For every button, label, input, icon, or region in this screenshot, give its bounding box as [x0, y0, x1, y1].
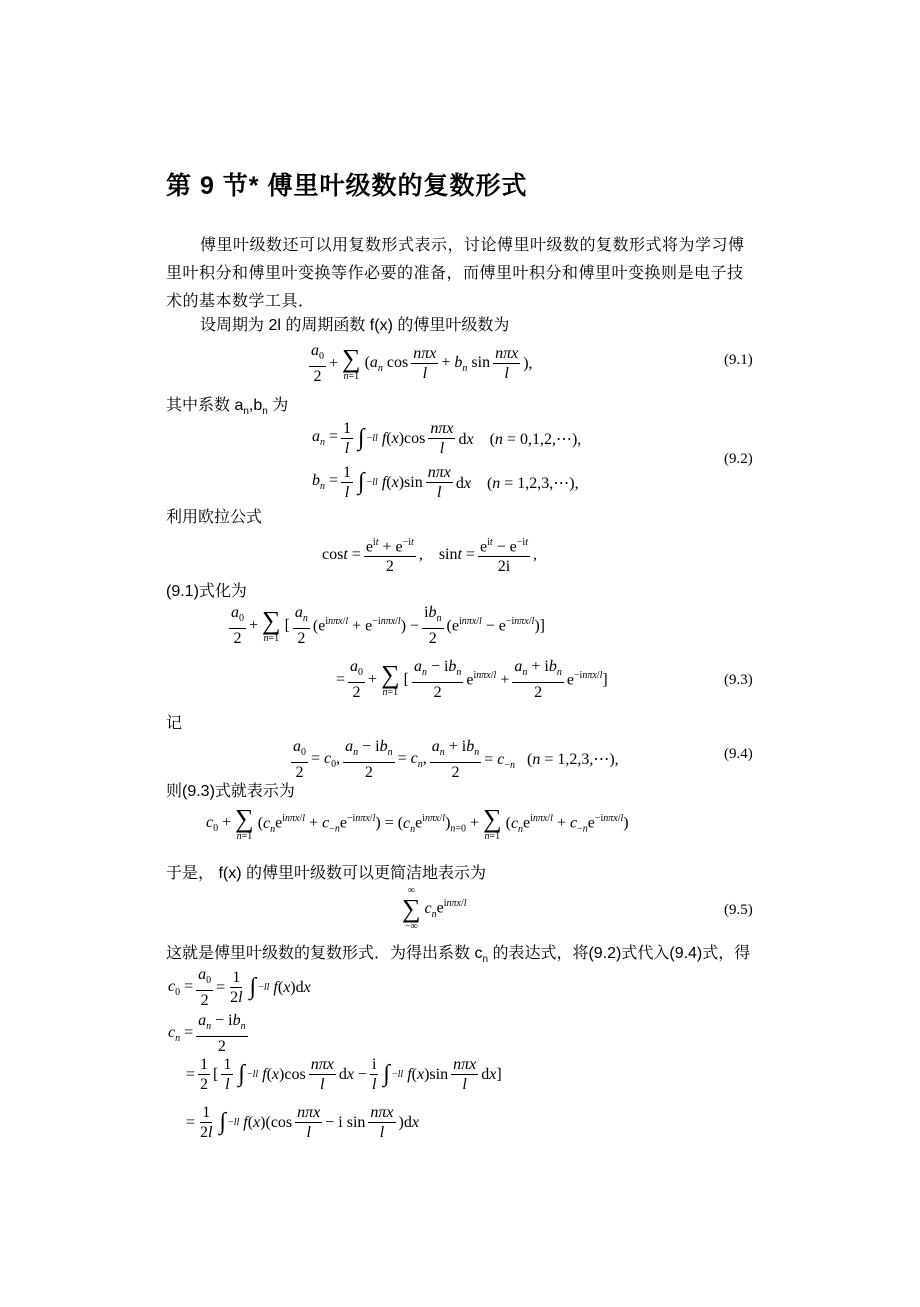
thus-intro: 于是， f(x) 的傅里叶级数可以更简洁地表示为 [166, 865, 486, 882]
euler-formula: cost = $\frac{e^{it} + e^{-it}}{2}$ , sint = $\frac{e^{it} - e^{-it}}{2i}$ , [322, 534, 537, 575]
define-intro: 记 [166, 715, 183, 732]
equation-9-4: $\frac{a_0}{2}$ = $c_0$, $\frac{a_n - ib_n}{2}$ = $c_n$, $\frac{a_n + ib_n}{2}$ = $c_{-n}$ (n = 1,2,3,⋯), [293, 738, 619, 782]
equation-c0: $c_0$ = $\frac{a_0}{2}$ = $\frac{1}{2l}$ ∫ −l l f(x)dx [168, 966, 311, 1010]
equation-cn-step2: = $\frac{1}{2l}$ ∫ −l l f(x)(cos $\frac{\text{nπx}}{l}$ − i sin $\frac{\text{nπx}}{l}$ )dx [186, 1104, 419, 1141]
equation-cn: $c_n$ = $\frac{a_n - ib_n}{2}$ [168, 1012, 246, 1056]
eqno-9-2: (9.2) [724, 451, 753, 467]
equation-9-3-line2: = $\frac{a_0}{2}$ + ∑ n=1 [ $\frac{a_n - ib_n}{2}$ $e^{in\pi x/l}$ + $\frac{a_n + ib_n}{2}$ $e^{-in\pi x/l}$] [336, 658, 608, 702]
equation-9-5: ∞ ∑ −∞ $c_ne^{in\pi x/l}$ [402, 885, 467, 932]
intro-paragraph: 傅里叶级数还可以用复数形式表示，讨论傅里叶级数的复数形式将为学习傅里叶积分和傅里叶变换等作必要的准备，而傅里叶积分和傅里叶变换则是电子技术的基本数学工具． [166, 237, 745, 310]
eqno-9-1: (9.1) [724, 352, 753, 368]
eqno-9-3: (9.3) [724, 672, 753, 688]
then-intro: 则(9.3)式就表示为 [166, 783, 295, 800]
eqno-9-4: (9.4) [724, 746, 753, 762]
equation-c-series: $c_0$ + ∑ n=1 $(c_ne^{in\pi x/l} + c_{-n}e^{-in\pi x/l}) = (c_ne^{in\pi x/l})_{n=0}$ + ∑ n=1 $(c_ne^{in\pi x/l} + c_{-n}e^{-in\pi x/l})$ [206, 804, 629, 842]
equation-9-2b: $b_n$ = $\frac{1}{l}$ ∫ −l l f(x)sin $\frac{\text{nπx}}{l}$ dx (n = 1,2,3,⋯), [312, 464, 579, 501]
rewrite-intro: (9.1)式化为 [166, 583, 247, 600]
equation-9-1: $\frac{a_0}{2}$ + ∑ n=1 ($a_n$ cos $\frac{\text{nπx}}{l}$ + $b_n$ sin $\frac{\text{nπx}}{l}$ ), [311, 342, 533, 386]
section-title: 第 9 节* 傅里叶级数的复数形式 [166, 172, 528, 200]
equation-9-3-line1: $\frac{a_0}{2}$ + ∑ n=1 [ $\frac{a_n}{2}$ $(e^{in\pi x/l} + e^{-in\pi x/l})$ − $\frac{ib_n}{2}$ $(e^{in\pi x/l} - e^{-in\pi x/l})$] [231, 604, 545, 648]
euler-intro: 利用欧拉公式 [166, 509, 263, 526]
setup-text: 设周期为 2l 的周期函数 f(x) 的傅里叶级数为 [200, 317, 510, 334]
equation-cn-step1: = $\frac{1}{2}$ [ $\frac{1}{l}$ ∫ −l l f(x)cos $\frac{\text{nπx}}{l}$ dx − $\frac{i}{l}$ ∫ −l l f(x)sin $\frac{\text{nπx}}{l}$ dx] [186, 1056, 502, 1093]
coef-intro: 其中系数 $a_n,b_n$ 为 [166, 397, 289, 418]
eqno-9-5: (9.5) [724, 902, 753, 918]
equation-9-2a: $a_n$ = $\frac{1}{l}$ ∫ −l l f(x)cos $\frac{\text{nπx}}{l}$ dx (n = 0,1,2,⋯), [312, 420, 582, 457]
conclusion-text: 这就是傅里叶级数的复数形式．为得出系数 $c_n$ 的表达式，将(9.2)式代入(9.4)式，得 [166, 945, 751, 966]
